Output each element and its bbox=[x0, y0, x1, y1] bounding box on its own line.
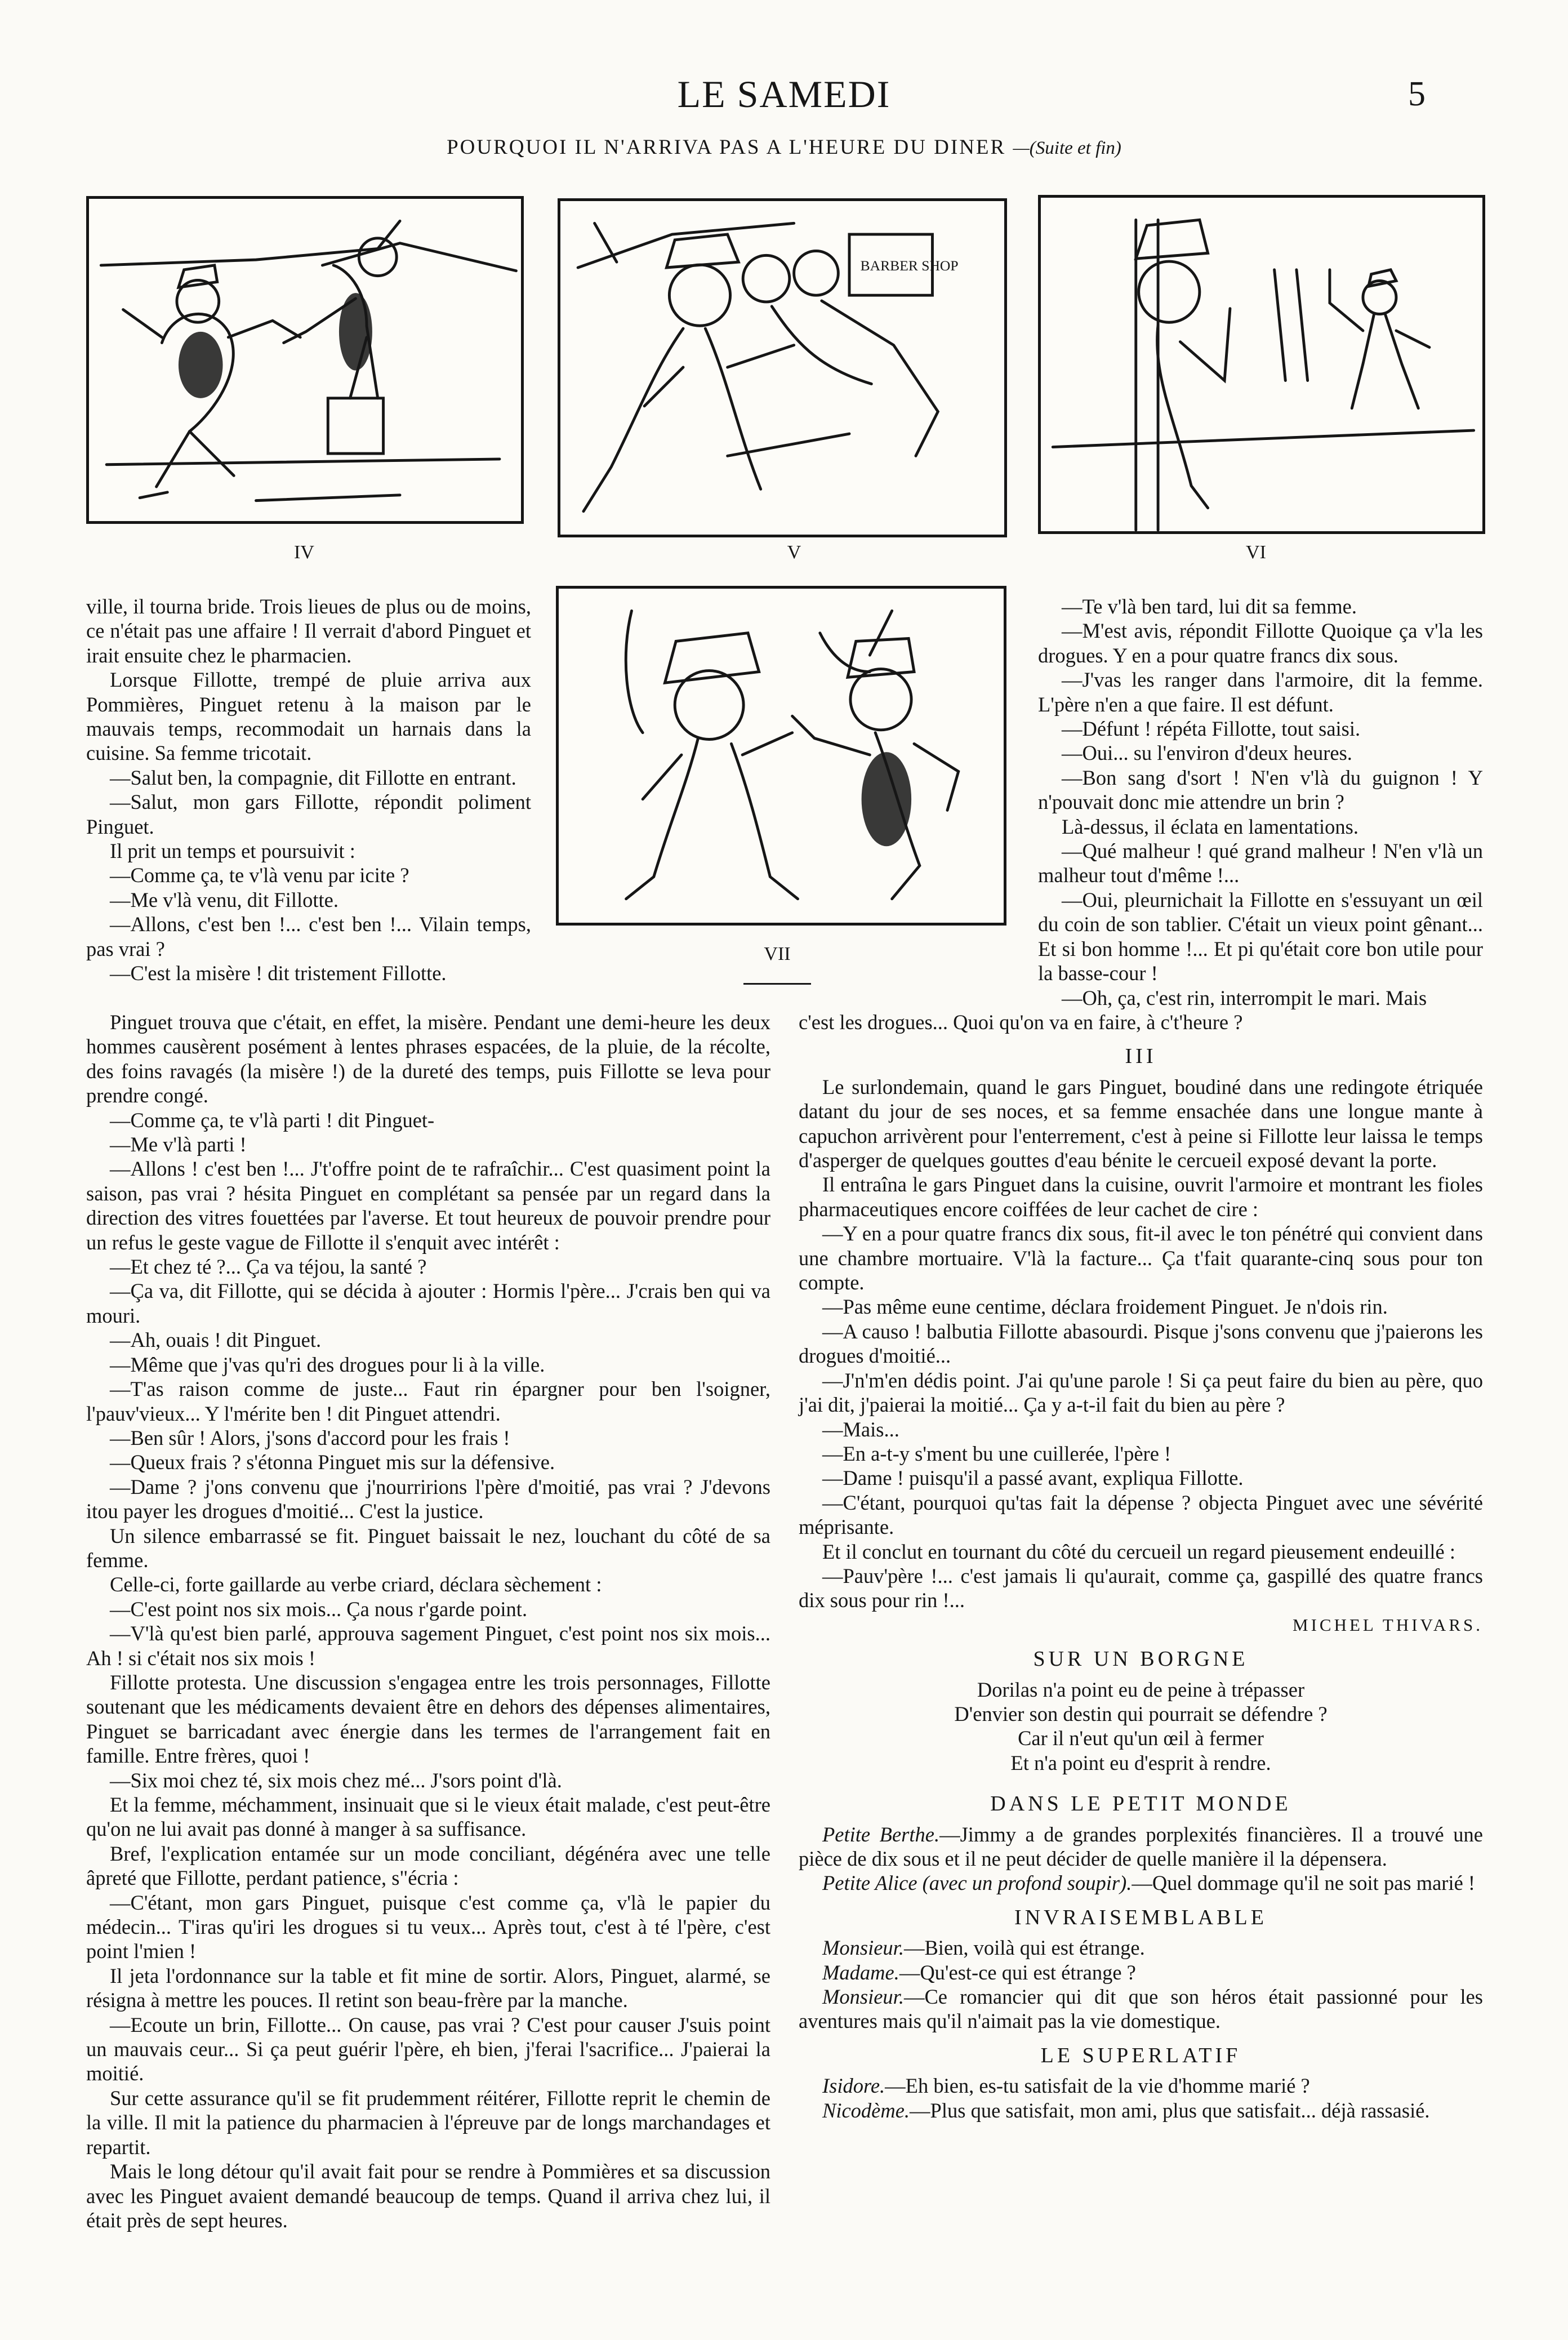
speaker: Isidore. bbox=[822, 2074, 885, 2098]
paragraph: —Te v'là ben tard, lui dit sa femme. bbox=[1061, 595, 1357, 618]
story-column-right bbox=[1038, 594, 1483, 1010]
paragraph: Mais le long détour qu'il avait fait pour se rendre à Pommières et sa discussion avec les Pinguet avaient demandé beaucoup de temps. Quand il arriva chez lui, il était près de sept heures. bbox=[86, 2160, 770, 2232]
newspaper-title: LE SAMEDI bbox=[677, 73, 891, 115]
story-column-left bbox=[86, 594, 531, 986]
poem-line: D'envier son destin qui pourrait se défendre ? bbox=[954, 1702, 1328, 1725]
paragraph: —Me v'là parti ! bbox=[109, 1133, 247, 1156]
illustration-vii-drawing bbox=[559, 589, 1004, 923]
author-signature: MICHEL THIVARS. bbox=[1293, 1614, 1483, 1635]
dialogue-text: —Bien, voilà qui est étrange. bbox=[903, 1936, 1145, 1960]
illustration-separator bbox=[743, 983, 811, 985]
paragraph: —Défunt ! répéta Fillotte, tout saisi. bbox=[1061, 717, 1361, 741]
paragraph: —Qué malheur ! qué grand malheur ! N'en v'là un malheur tout d'même !... bbox=[1038, 839, 1483, 887]
paragraph: —Salut ben, la compagnie, dit Fillotte en entrant. bbox=[109, 766, 516, 789]
illustration-panel-v bbox=[558, 198, 1007, 537]
paragraph: —V'là qu'est bien parlé, approuva sagement Pinguet, c'est point nos six mois... Ah ! si c'était nos six mois ! bbox=[86, 1622, 770, 1670]
dialogue-line bbox=[799, 1960, 1483, 1985]
paragraph: —Pauv'père !... c'est jamais li qu'aurait, comme ça, gaspillé des quatre francs dix sous pour rin !... bbox=[799, 1564, 1483, 1612]
paragraph: Fillotte protesta. Une discussion s'engagea entre les trois personnages, Fillotte soutenant que les médicaments devaient être en dehors des dépenses alimentaires, Pinguet se barricadant avec énergie dans les termes de l'arrangement fait en famille. Entre frères, quoi ! bbox=[86, 1670, 770, 1768]
paragraph: —J'n'm'en dédis point. J'ai qu'une parole ! Si ça peut faire du bien au père, quo j'ai dit, j'paierai la moitié... Ça y a-t-il fait du bien au père ? bbox=[799, 1368, 1483, 1417]
story-column-main bbox=[86, 1010, 770, 2232]
paragraph: Pinguet trouva que c'était, en effet, la misère. Pendant une demi-heure les deux hommes causèrent posément à lentes phrases espacées, de la pluie, de la récolte, des foins ravagés (la misère !) de la dureté des temps, puis Fillotte se leva pour prendre congé. bbox=[86, 1011, 770, 1107]
dialogue-text: —Qu'est-ce qui est étrange ? bbox=[899, 1960, 1136, 1984]
paragraph: —T'as raison comme de juste... Faut rin épargner pour ben l'soigner, l'pauv'vieux... Y l'mérite ben ! dit Pinguet attendri. bbox=[86, 1377, 770, 1425]
paragraph: c'est les drogues... Quoi qu'on va en faire, à c't'heure ? bbox=[799, 1011, 1243, 1034]
paragraph: —C'étant, mon gars Pinguet, puisque c'est comme ça, v'là le papier du médecin... T'iras qu'iri les drogues si tu veux... Après tout, c'est à té l'père, c'est point l'mien ! bbox=[86, 1890, 770, 1963]
paragraph: Sur cette assurance qu'il se fit prudemment réitérer, Fillotte reprit le chemin de la ville. Il mit la patience du pharmacien à l'épreuve par de longs marchandages et repartit. bbox=[86, 2086, 770, 2159]
paragraph: —Ecoute un brin, Fillotte... On cause, pas vrai ? C'est pour causer J'suis point un mauvais ceur... Si ça peut guérir l'père, eh bien, j'ferai l'sacrifice... J'paierai la moitié. bbox=[86, 2013, 770, 2085]
dialogue-text: —Quel dommage qu'il ne soit pas marié ! bbox=[1132, 1871, 1476, 1895]
paragraph: —Queux frais ? s'étonna Pinguet mis sur la défensive. bbox=[109, 1451, 555, 1474]
speaker: Petite Berthe. bbox=[822, 1822, 940, 1846]
paragraph: Lorsque Fillotte, trempé de pluie arriva aux Pommières, Pinguet retenu à la maison par le mauvais temps, recommodait un harnais dans la cuisine. Sa femme tricotait. bbox=[86, 668, 531, 765]
paragraph: —Ben sûr ! Alors, j'sons d'accord pour les frais ! bbox=[109, 1426, 510, 1449]
illustration-v-drawing bbox=[560, 201, 1004, 535]
dialogue-line bbox=[799, 1936, 1483, 1960]
speaker: Madame. bbox=[822, 1960, 899, 1984]
speaker: Monsieur. bbox=[822, 1985, 904, 2009]
paragraph: —Six moi chez té, six mois chez mé... J'sors point d'là. bbox=[109, 1768, 562, 1792]
paragraph: —C'est la misère ! dit tristement Fillotte. bbox=[109, 962, 447, 985]
dialogue-line bbox=[799, 1822, 1483, 1871]
paragraph: Celle-ci, forte gaillarde au verbe criard, déclara sèchement : bbox=[109, 1573, 602, 1596]
paragraph: —Salut, mon gars Fillotte, répondit poliment Pinguet. bbox=[86, 790, 531, 838]
paragraph: —M'est avis, répondit Fillotte Quoique ça v'la les drogues. Y en a pour quatre francs dix sous. bbox=[1038, 619, 1483, 667]
illustration-numeral-iv: IV bbox=[294, 542, 314, 563]
story-column-right-main bbox=[799, 1010, 1483, 2123]
paragraph: Et la femme, méchamment, insinuait que si le vieux était malade, c'est peut-être qu'on ne lui avait pas donné à manger à sa suffisance. bbox=[86, 1793, 770, 1841]
paragraph: —Pas même eune centime, déclara froidement Pinguet. Je n'dois rin. bbox=[822, 1295, 1388, 1319]
anecdote-title-superlatif: LE SUPERLATIF bbox=[1040, 2043, 1241, 2067]
dialogue-text: —Ce romancier qui dit que son héros était passionné pour les aventures mais qu'il n'aimait pas la vie domestique. bbox=[799, 1985, 1483, 2033]
illustration-numeral-v: V bbox=[787, 542, 801, 563]
story-title-text: POURQUOI IL N'ARRIVA PAS A L'HEURE DU DINER bbox=[447, 136, 1006, 159]
paragraph: —Dame ? j'ons convenu que j'nourririons l'père d'moitié, pas vrai ? J'devons itou payer les drogues d'moitié... C'est la justice. bbox=[86, 1475, 770, 1523]
paragraph: —Allons ! c'est ben !... J't'offre point de te rafraîchir... C'est quasiment point la saison, pas vrai ? hésita Pinguet en complétant sa pensée par un regard dans la direction des vitres fouettées par l'averse. Et tout heureux de pouvoir prendre pour un refus le geste vague de Fillotte il s'enquit avec intérêt : bbox=[86, 1157, 770, 1254]
paragraph: —En a-t-y s'ment bu une cuillerée, l'père ! bbox=[822, 1442, 1171, 1465]
paragraph: —Y en a pour quatre francs dix sous, fit-il avec le ton pénétré qui convient dans une chambre mortuaire. V'là la facture... Ça t'fait quarante-cinq sous pour ton compte. bbox=[799, 1222, 1483, 1294]
section-heading-iii: III bbox=[1125, 1044, 1157, 1069]
illustration-panel-iv bbox=[86, 196, 524, 524]
paragraph: —J'vas les ranger dans l'armoire, dit la femme. L'père n'en a que faire. Il est défunt. bbox=[1038, 668, 1483, 716]
paragraph: —Ah, ouais ! dit Pinguet. bbox=[109, 1328, 322, 1352]
dialogue-line bbox=[799, 1871, 1483, 1895]
poem-line: Et n'a point eu d'esprit à rendre. bbox=[1010, 1751, 1271, 1774]
paragraph: —Oui, pleurnichait la Fillotte en s'essuyant un œil du coin de son tablier. C'était un vieux point gênant... Et si bon homme !... Et pi qu'était core bon utile pour la basse-cour ! bbox=[1038, 888, 1483, 985]
paragraph: Le surlondemain, quand le gars Pinguet, boudiné dans une redingote étriquée datant du jour de ses noces, et sa femme ensachée dans une longue mante à capuchon arrivèrent pour l'enterrement, c'est à peine si Fillotte leur laissa le temps d'asperger de quelques gouttes d'eau bénite le cercueil exposé devant la porte. bbox=[799, 1075, 1483, 1172]
poem-line: Car il n'eut qu'un œil à fermer bbox=[1018, 1727, 1264, 1750]
dialogue-text: —Eh bien, es-tu satisfait de la vie d'homme marié ? bbox=[885, 2074, 1310, 2098]
paragraph: —Même que j'vas qu'ri des drogues pour li à la ville. bbox=[109, 1353, 545, 1376]
illustration-panel-vi bbox=[1038, 195, 1485, 534]
dialogue-line bbox=[799, 2098, 1483, 2123]
illustration-numeral-vi: VI bbox=[1246, 542, 1266, 563]
speaker: Nicodème. bbox=[822, 2098, 910, 2122]
dialogue-text: —Jimmy a de grandes porplexités financières. Il a trouvé une pièce de dix sous et il ne peut décider de quelle manière il la dépensera. bbox=[799, 1822, 1483, 1870]
paragraph: —Oh, ça, c'est rin, interrompit le mari. Mais bbox=[1061, 986, 1427, 1009]
paragraph: —Ça va, dit Fillotte, qui se décida à ajouter : Hormis l'père... J'crais ben qui va mouri. bbox=[86, 1279, 770, 1327]
dialogue-line bbox=[799, 1985, 1483, 2034]
dialogue-text: —Plus que satisfait, mon ami, plus que satisfait... déjà rassasié. bbox=[910, 2098, 1430, 2122]
story-title-suffix: —(Suite et fin) bbox=[1013, 138, 1121, 158]
speaker: Monsieur. bbox=[822, 1936, 904, 1960]
illustration-iv-drawing bbox=[89, 199, 521, 521]
paragraph: Et il conclut en tournant du côté du cercueil un regard pieusement endeuillé : bbox=[822, 1540, 1455, 1563]
poem-title: SUR UN BORGNE bbox=[1033, 1647, 1249, 1671]
paragraph: —C'est point nos six mois... Ça nous r'garde point. bbox=[109, 1597, 528, 1621]
paragraph: Il entraîna le gars Pinguet dans la cuisine, ouvrit l'armoire et montrant les fioles pharmaceutiques encore coiffées de leur cachet de cire : bbox=[799, 1173, 1483, 1221]
paragraph: —Mais... bbox=[822, 1417, 899, 1441]
illustration-vi-drawing bbox=[1041, 198, 1482, 531]
paragraph: Il jeta l'ordonnance sur la table et fit mine de sortir. Alors, Pinguet, alarmé, se résigna à mettre les pouces. Il retint son beau-frère par la manche. bbox=[86, 1964, 770, 2012]
paragraph: —Et chez té ?... Ça va téjou, la santé ? bbox=[109, 1255, 427, 1279]
anecdote-title-invraisemblable: INVRAISEMBLABLE bbox=[1014, 1905, 1267, 1929]
paragraph: ville, il tourna bride. Trois lieues de plus ou de moins, ce n'était pas une affaire ! Il verrait d'abord Pinguet et irait ensuite chez le pharmacien. bbox=[86, 595, 531, 667]
paragraph: —A causo ! balbutia Fillotte abasourdi. Pisque j'sons convenu que j'paierons les drogues d'moitié... bbox=[799, 1319, 1483, 1368]
illustration-numeral-vii: VII bbox=[764, 944, 791, 964]
paragraph: —Oui... su l'environ d'deux heures. bbox=[1061, 741, 1352, 765]
paragraph: —C'étant, pourquoi qu'tas fait la dépense ? objecta Pinguet avec une sévérité méprisante. bbox=[799, 1491, 1483, 1539]
dialogue-line bbox=[799, 2074, 1483, 2098]
paragraph: Un silence embarrassé se fit. Pinguet baissait le nez, louchant du côté de sa femme. bbox=[86, 1524, 770, 1572]
paragraph: Là-dessus, il éclata en lamentations. bbox=[1061, 815, 1359, 838]
page-number: 5 bbox=[1408, 75, 1426, 113]
paragraph: Il prit un temps et poursuivit : bbox=[109, 839, 355, 863]
barber-shop-sign: BARBER SHOP bbox=[860, 257, 959, 274]
paragraph: —Comme ça, te v'là venu par icite ? bbox=[109, 864, 409, 887]
poem-line: Dorilas n'a point eu de peine à trépasser bbox=[977, 1678, 1305, 1701]
paragraph: —Comme ça, te v'là parti ! dit Pinguet- bbox=[109, 1108, 435, 1132]
anecdote-title-petit-monde: DANS LE PETIT MONDE bbox=[990, 1792, 1291, 1816]
illustration-panel-vii bbox=[556, 586, 1006, 926]
paragraph: —Me v'là venu, dit Fillotte. bbox=[109, 888, 338, 911]
poem-stanza bbox=[799, 1678, 1483, 1776]
story-title bbox=[0, 135, 1568, 159]
paragraph: —Bon sang d'sort ! N'en v'là du guignon ! Y n'pouvait donc mie attendre un brin ? bbox=[1038, 766, 1483, 814]
paragraph: —Allons, c'est ben !... c'est ben !... Vilain temps, pas vrai ? bbox=[86, 913, 531, 960]
speaker: Petite Alice (avec un profond soupir). bbox=[822, 1871, 1132, 1895]
paragraph: Bref, l'explication entamée sur un mode conciliant, dégénéra avec une telle âpreté que Fillotte, perdant patience, s"écria : bbox=[86, 1841, 770, 1890]
paragraph: —Dame ! puisqu'il a passé avant, expliqua Fillotte. bbox=[822, 1466, 1244, 1490]
